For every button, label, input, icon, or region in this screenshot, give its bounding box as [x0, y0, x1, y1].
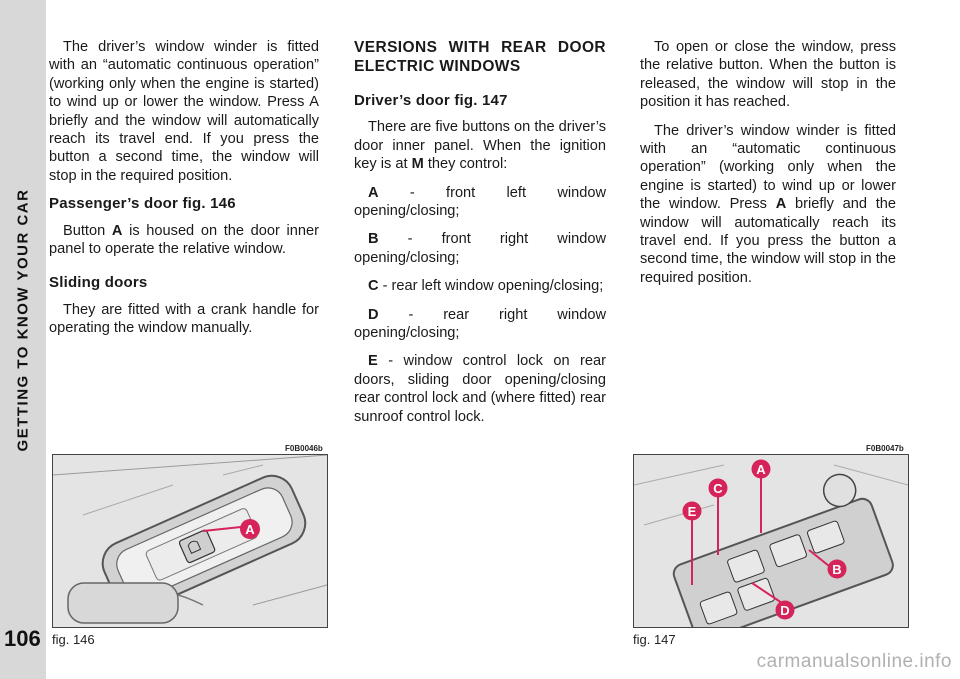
- control-item-a: A - front left window opening/closing;: [354, 184, 606, 220]
- watermark: carmanualsonline.info: [756, 651, 952, 672]
- column-left: [49, 38, 319, 348]
- control-item-b: B - front right window opening/closing;: [354, 231, 606, 266]
- figure-147-image: [633, 454, 909, 628]
- auto-window-paragraph: The driver’s window winder is fitted with an “automatic continuous operation” (working only when the engine is started) to wind up or lower the window. Press A briefly and the window will automatically reach its travel end. If you press the button a second time, the window will stop in the required position.: [640, 122, 896, 286]
- rear-windows-heading: VERSIONS WITH REAR DOOR ELECTRIC WINDOWS: [354, 39, 606, 75]
- callout-label-a: A: [756, 462, 766, 477]
- callout-label: A: [245, 522, 255, 537]
- driver-door-heading: Driver’s door fig. 147: [354, 92, 508, 109]
- figure-code: F0B0046b: [285, 444, 323, 453]
- sliding-doors-paragraph: They are fitted with a crank handle for operating the window manually.: [49, 301, 319, 337]
- control-item-e: E - window control lock on rear doors, sliding door opening/closing rear control lock and (where fitted) rear sunroof control lock.: [354, 353, 606, 425]
- driver-window-paragraph: The driver’s window winder is fitted with an “automatic continuous operation” (working only when the engine is started) to wind up or lower the window. Press A briefly and the window will automatically reach its travel end. If you press the button a second time, the window will stop in the required position.: [49, 39, 319, 184]
- door-panel-illustration: [53, 455, 327, 627]
- passenger-door-heading: Passenger’s door fig. 146: [49, 195, 236, 213]
- control-item-c: C - rear left window opening/closing;: [368, 278, 604, 295]
- section-title: GETTING TO KNOW YOUR CAR: [14, 188, 32, 452]
- sidebar: [0, 0, 46, 679]
- control-item-d: D - rear right window opening/closing;: [354, 306, 606, 342]
- key-letter: M: [411, 156, 424, 173]
- column-right: [640, 38, 896, 297]
- callout-label-d: D: [780, 603, 790, 618]
- key-letter: A: [775, 196, 787, 213]
- key-letter: A: [111, 222, 123, 239]
- figure-caption: fig. 147: [633, 632, 676, 647]
- page-number: 106: [4, 626, 41, 651]
- column-middle: [354, 38, 606, 436]
- switch-panel-illustration: [634, 455, 908, 627]
- figure-caption: fig. 146: [52, 632, 95, 647]
- sliding-doors-heading: Sliding doors: [49, 274, 148, 292]
- driver-door-intro: There are five buttons on the driver’s door inner panel. When the ignition key is at M they control:: [354, 119, 606, 173]
- open-close-paragraph: To open or close the window, press the relative button. When the button is released, the window will stop in the position it has reached.: [640, 39, 896, 111]
- figure-code: F0B0047b: [866, 444, 904, 453]
- figure-146-image: [52, 454, 328, 628]
- passenger-door-paragraph: Button A is housed on the door inner panel to operate the relative window.: [49, 222, 320, 258]
- callout-label-c: C: [713, 481, 723, 496]
- callout-label-e: E: [687, 504, 697, 519]
- callout-label-b: B: [832, 562, 842, 577]
